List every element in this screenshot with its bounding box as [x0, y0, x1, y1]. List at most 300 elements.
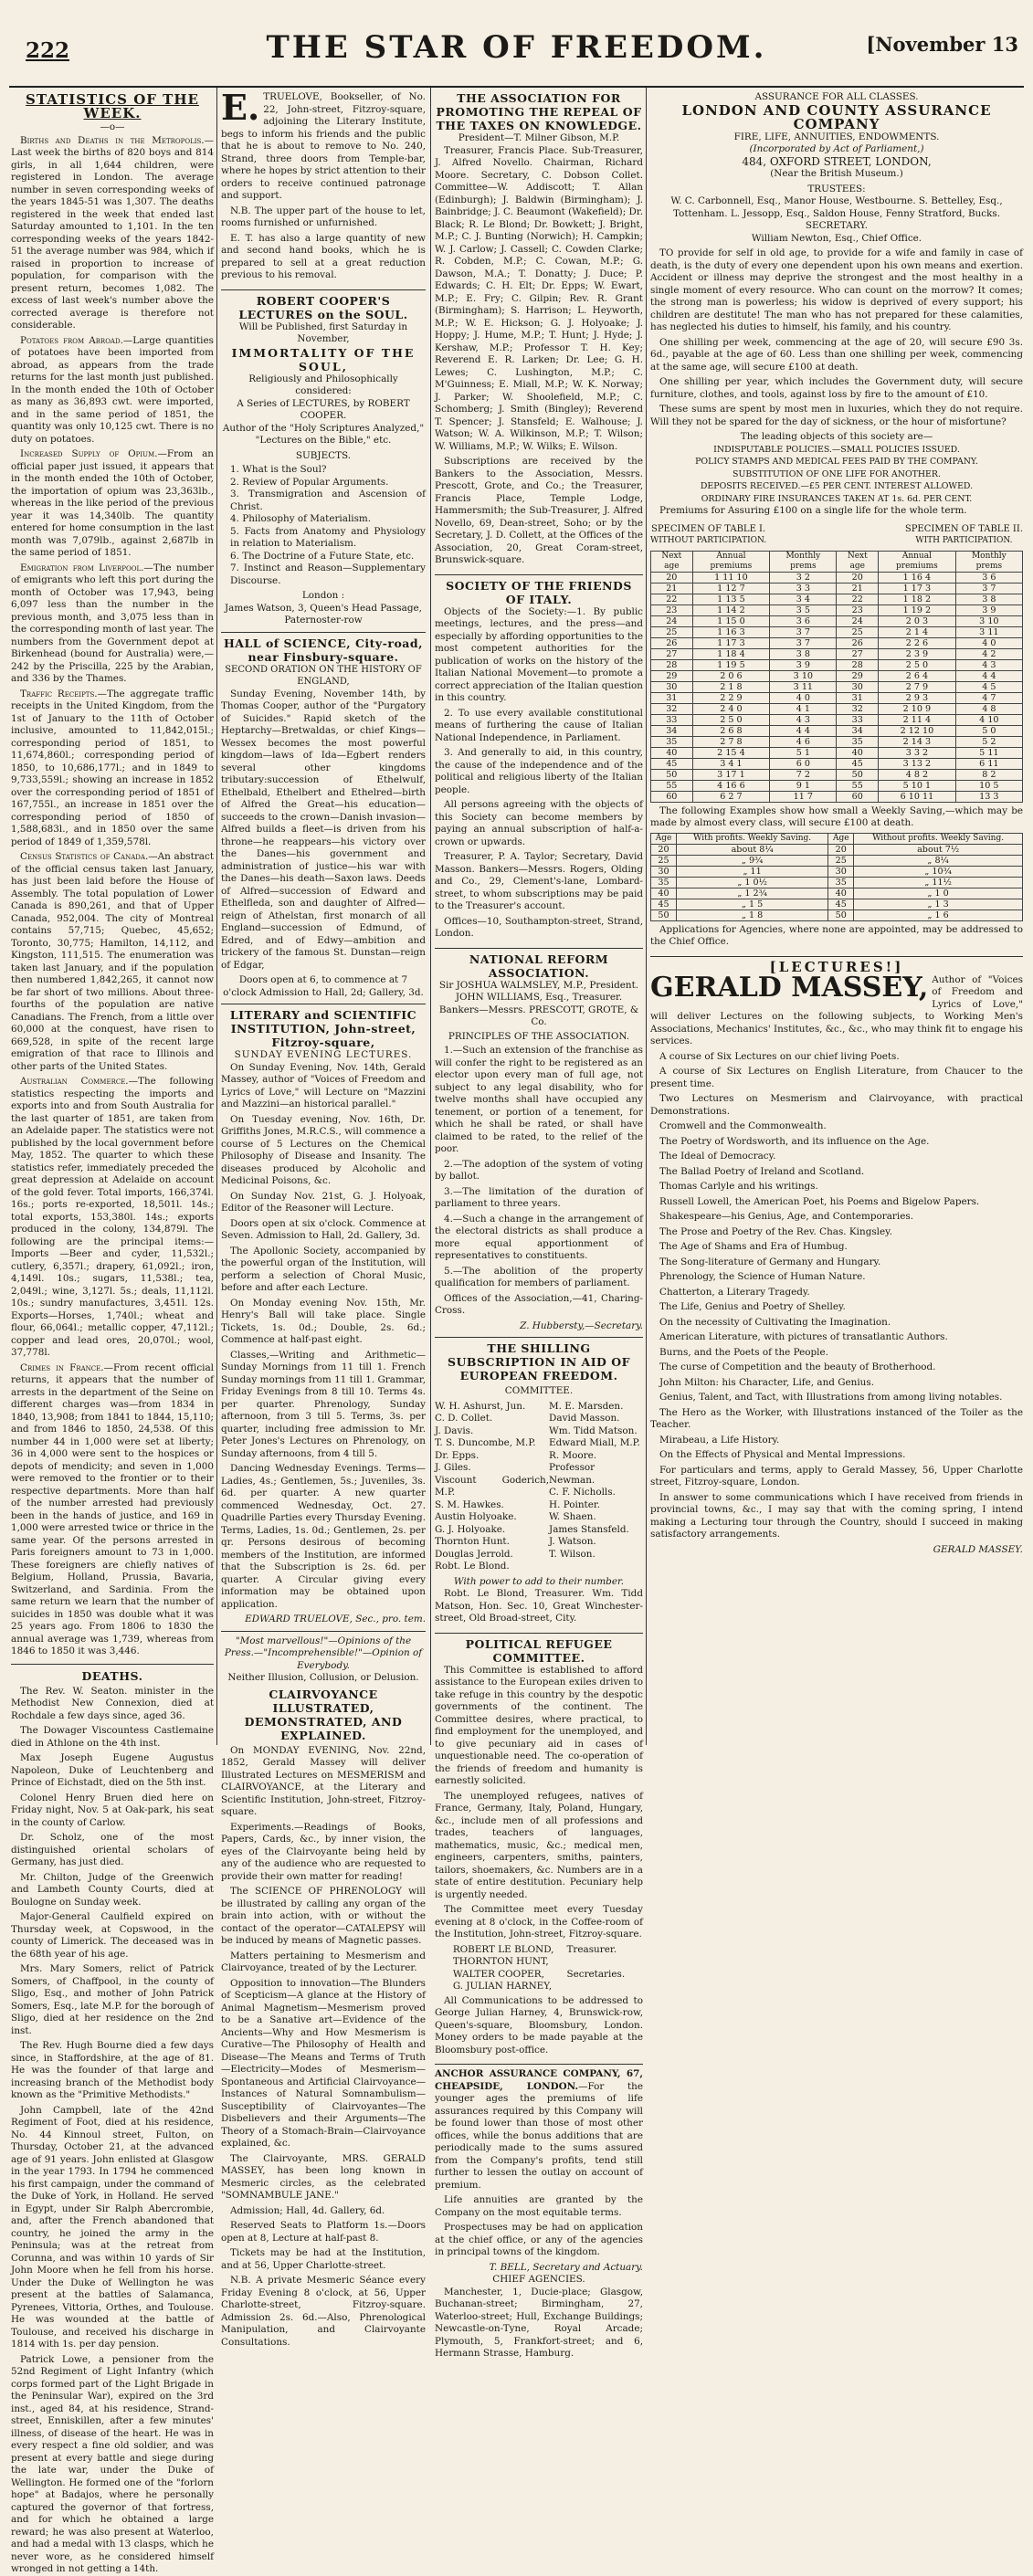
premium-cell: 3 10	[770, 670, 837, 681]
premium-row	[651, 681, 1023, 692]
committee-member: Edward Miall, M.P.	[549, 1437, 640, 1448]
premium-cell: 3 3 2	[879, 747, 956, 758]
committee-columns	[435, 1401, 643, 1573]
lecture-item: American Literature, with pictures of transatlantic Authors.	[659, 1331, 948, 1342]
statistic-title: Increased Supply of Opium.	[20, 448, 158, 459]
premium-cell: 2 15 4	[692, 747, 770, 758]
committee-member: T. Wilson.	[549, 1548, 596, 1560]
premium-table-header	[651, 551, 1023, 572]
premium-cell: 1 15 0	[692, 615, 770, 626]
premium-cell: 4 5	[955, 681, 1022, 692]
saving-cell: „ 8¼	[854, 855, 1023, 866]
saving-row	[651, 844, 1023, 855]
premium-cell: 4 1	[770, 703, 837, 714]
lecture-item: The Age of Shams and Era of Humbug.	[659, 1241, 848, 1252]
lecture-item: The Song-literature of Germany and Hungary.	[659, 1256, 881, 1267]
lecture-item: Cromwell and the Commonwealth.	[659, 1120, 827, 1131]
saving-cell: „ 10¾	[854, 866, 1023, 877]
paragraph: 3. And generally to aid, in this country, the cause of the independence and of the political and religious liberty of the Italian people.	[435, 747, 643, 795]
premium-table-body	[651, 572, 1023, 802]
committee-member: W. Shaen.	[549, 1511, 596, 1522]
premium-row	[651, 637, 1023, 648]
premium-cell: 20	[651, 572, 693, 583]
statistic-body: —From recent official returns, it appears that the number of arrests in the department of the Seine on different charges was—from 1834 in 1840, 13,908; from 1841 to 1844, 15,110; and from 1846 to 1850, 24,538. Of this number 44 in 1,000 were set at liberty; 36 in 4,000 were sent to the hospices or depots of mendicity; and seven in 1,000 were removed to the frontier or to their respective departments. More than half of the number arrested had previously been in the hands of justice, and 169 in 1,000 were arrested twice or thrice in the same year. Of the persons arrested in Paris foreigners amount to 73 in 1,000. These foreigners are chiefly natives of Belgium, Holland, Prussia, Bavaria, Switzerland, and Sardinia. From the same return we learn that the number of suicides in 1850 was double what it was 25 years ago. From 1806 to 1830 the annual average was 1,739, whereas from 1846 to 1850 it was 3,446.	[11, 1362, 214, 1656]
statistic-title: Potatoes from Abroad.	[20, 334, 123, 346]
issue-date: [November 13	[866, 33, 1018, 56]
premium-cell: 4 6	[770, 736, 837, 747]
committee-member: M. E. Marsden.	[549, 1400, 624, 1412]
premium-cell: 4 16 6	[692, 780, 770, 791]
column-3	[435, 88, 644, 2359]
premium-cell: 27	[837, 648, 879, 659]
paragraph: Doors open at six o'clock. Commence at Seven. Admission to Hall, 2d. Gallery, 3d.	[221, 1217, 426, 1241]
premium-cell: 6 10 11	[879, 791, 956, 802]
paragraph: The unemployed refugees, natives of France, Germany, Italy, Poland, Hungary, &c., include men of all professions and trades, teachers of languages, mathematics, music, &c.; medical men, engineers, carpenters, smiths, painters, tailors, shoemakers, &c. Numbers are in a state of entire destitution. Pecuniary help is urgently needed.	[435, 1790, 643, 1900]
paragraph: 4.—Such a change in the arrangement of the electoral districts as shall produce a more equal apportionment of representatives to constituents.	[435, 1213, 643, 1261]
premium-cell: 23	[837, 605, 879, 615]
premium-cell: 1 17 3	[692, 637, 770, 648]
anchor-signature: T. BELL, Secretary and Actuary.	[489, 2261, 643, 2273]
lecture-item: Chatterton, a Literary Tragedy.	[659, 1286, 810, 1298]
premium-cell: 3 10	[955, 615, 1022, 626]
committee-member: J. Watson.	[549, 1536, 596, 1547]
saving-row	[651, 899, 1023, 909]
association-president: President—T. Milner Gibson, M.P.	[458, 132, 620, 143]
saving-table	[650, 833, 1023, 921]
shilling-foot: Robt. Le Blond, Treasurer. Wm. Tidd Matson, Hon. Sec. 10, Great Winchester-street, Old Broad-street, City.	[435, 1588, 643, 1624]
truelove-ad	[221, 88, 426, 290]
premium-cell: 4 3	[955, 659, 1022, 670]
statistic-body: —An abstract of the official census taken last January, has just been laid before the House of Assembly. The total population of Lower Canada is 890,261, and that of Upper Canada, 952,004. The city of Montreal contains 57,715; Quebec, 45,652; Toronto, 30,775; Hamilton, 14,112, and Kingston, 111,515. The enumeration was taken last January, and if the population then numbered 1,842,265, it cannot now be far short of two millions. About three-fourths of the population are native Canadians. The French, from a little over 60,000 at the conquest, have risen to 669,528, in spite of the recent large emigration of that race to Illinois and other parts of the United States.	[11, 851, 214, 1072]
london-line5: (Near the British Museum.)	[770, 168, 903, 179]
saving-cell: about 8¼	[677, 844, 828, 855]
paragraph: The Apollonic Society, accompanied by the powerful organ of the Institution, will perform a selection of Choral Music, before and after each Lecture.	[221, 1245, 426, 1293]
premium-cell: 45	[651, 758, 693, 769]
hall-of-science-ad	[221, 633, 426, 1005]
paragraph: Opposition to innovation—The Blunders of Scepticism—A glance at the History of Animal Magnetism—Mesmerism proved to be a Sanative art—Evidence of the Ancients—Why and How Mesmerism is Curative—The Philosophy of Health and Disease—The Means and Terms of Truth—Electricity—Modes of Mesmerism—Spontaneous and Artificial Clairvoyance—Instances of Natural Somnambulism—Susceptibility of Clairvoyantes—The Disbelievers and their Arguments—The Theory of a Stomach-Brain—Clairvoyance explained, &c.	[221, 1977, 426, 2149]
statistic-body: —The following statistics respecting the imports and exports into and from South Australia for the last quarter of 1851, are taken from an Adelaide paper. The statistics were not published by the local government before May, 1852. The quarter to which these statistics refer, immediately preceded the great depression at Adelaide on account of the gold fever. Total imports, 166,374l. 16s.; ports re-exported, 18,501l. 14s.; total exports, 153,380l. 14s.; exports produced in the colony, 134,879l. The following are the principal items:—Imports —Beer and cyder, 11,532l.; cutlery, 6,357l.; drapery, 61,092l.; iron, 4,149l. 10s.; sugars, 11,538l.; tea, 2,049l.; wine, 3,127l. 5s.; deals, 11,112l. 10s.; sundry manufactures, 3,451l. 12s. Exports—Horses, 1,740l.; wheat and flour, 66,064l.; metallic copper, 47,112l.; copper and lead ores, 20,070l.; wool, 37,778l.	[11, 1076, 215, 1358]
premium-cell: 29	[837, 670, 879, 681]
friends-paragraphs	[435, 606, 643, 941]
refugee-foot: All Communications to be addressed to George Julian Harney, 4, Brunswick-row, Queen's-square, Bloomsbury, London. Money orders to be made payable at the Bloomsbury post-office.	[435, 1994, 643, 2056]
statistic-paragraph	[11, 1076, 214, 1360]
committee-member: H. Pointer.	[549, 1498, 601, 1510]
ornament-rule: —o—	[100, 121, 125, 132]
saving-row	[651, 877, 1023, 888]
premium-cell: 4 0	[955, 637, 1022, 648]
saving-cell: 35	[651, 877, 677, 888]
column-1	[11, 88, 215, 2574]
officer-name: G. JULIAN HARNEY,	[452, 1981, 553, 1992]
truelove-nb2: E. T. has also a large quantity of new and second hand books, which he is prepared to sell at a great reduction previous to his removal.	[221, 232, 426, 280]
saving-cell: „ 9¾	[677, 855, 828, 866]
premium-cell: 28	[837, 659, 879, 670]
saving-cell: 30	[828, 866, 854, 877]
saving-cell: about 7½	[854, 844, 1023, 855]
paragraph: On Sunday Nov. 21st, G. J. Holyoak, Editor of the Reasoner will Lecture.	[221, 1190, 426, 1214]
committee-right	[549, 1401, 643, 1573]
premium-cell: 3 11	[955, 626, 1022, 637]
feature-line: DEPOSITS RECEIVED.—£5 PER CENT. INTEREST ALLOWED.	[700, 481, 974, 491]
premium-cell: 29	[651, 670, 693, 681]
committee-member: Dr. Epps.	[435, 1449, 480, 1461]
cooper-title: ROBERT COOPER'S LECTURES on the SOUL.	[238, 293, 408, 321]
premium-row	[651, 703, 1023, 714]
premium-cell: 1 18 2	[879, 594, 956, 605]
saving-col-header: Without profits. Weekly Saving.	[854, 833, 1023, 844]
saving-cell: 45	[828, 899, 854, 909]
premium-row	[651, 791, 1023, 802]
paragraph: 3.—The limitation of the duration of parliament to three years.	[435, 1185, 643, 1209]
cooper-lectures-ad	[221, 290, 426, 633]
premium-cell: 4 2	[955, 648, 1022, 659]
literary-paragraphs	[221, 1062, 426, 1612]
premium-row	[651, 594, 1023, 605]
saving-cell: 20	[828, 844, 854, 855]
committee-member: J. Davis.	[435, 1425, 474, 1436]
london-features	[650, 444, 1023, 506]
paragraph: The Committee meet every Tuesday evening at 8 o'clock, in the Coffee-room of the Institution, John-street, Fitzroy-square.	[435, 1904, 643, 1940]
premium-cell: 40	[837, 747, 879, 758]
premium-row	[651, 769, 1023, 780]
premium-row	[651, 725, 1023, 736]
premium-row	[651, 659, 1023, 670]
lecture-item: The Life, Genius and Poetry of Shelley.	[659, 1301, 846, 1312]
lectures-lead: GERALD MASSEY,	[650, 971, 929, 1004]
premium-col-header: Next age	[651, 551, 693, 572]
premium-cell: 1 19 5	[692, 659, 770, 670]
drop-cap: E.	[221, 87, 260, 128]
premium-cell: 2 0 3	[879, 615, 956, 626]
death-notice: Patrick Lowe, a pensioner from the 52nd Regiment of Light Infantry (which corps formed part of the Light Brigade in the Peninsular War), expired on the 3rd inst., aged 84, at his residence, Strand-street, Enniskillen, after a few minutes' illness, of disease of the heart. He was in every respect a fine old soldier, and was present at every battle and siege during the late war, under the Duke of Wellington. He formed one of the "forlorn hope" at Badajos, where he personally captured the governor of that fortress, and for which he obtained a large reward; he was also present at Waterloo, and had a medal with 13 clasps, which he never wore, as he considered himself wronged in not getting a 14th.	[11, 2353, 214, 2574]
premium-cell: 25	[837, 626, 879, 637]
premium-row	[651, 780, 1023, 791]
saving-cell: „ 1 2¾	[677, 888, 828, 899]
premium-cell: 30	[651, 681, 693, 692]
premium-cell: 40	[651, 747, 693, 758]
paragraph: 5.—The abolition of the property qualification for members of parliament.	[435, 1265, 643, 1288]
spec-a-sub: WITHOUT PARTICIPATION.	[650, 536, 767, 545]
premium-cell: 26	[651, 637, 693, 648]
cooper-subject: 5. Facts from Anatomy and Physiology in relation to Materialism.	[230, 525, 426, 549]
premium-cell: 20	[837, 572, 879, 583]
premium-cell: 2 7 9	[879, 681, 956, 692]
clairvoyance-ad	[221, 1632, 426, 2357]
truelove-body: TRUELOVE, Bookseller, of No. 22, John-street, Fitzroy-square, adjoining the Literary Institute, begs to inform his friends and the public that he is about to remove to No. 240, Strand, three doors from Temple-bar, where he hopes by strict attention to their orders to receive continued patronage and support.	[221, 91, 426, 201]
lecture-item: A course of Six Lectures on our chief living Poets.	[659, 1050, 900, 1062]
saving-row	[651, 909, 1023, 920]
massey-lectures-ad	[650, 957, 1023, 1561]
lecture-item: On the necessity of Cultivating the Imagination.	[659, 1316, 891, 1328]
lecture-item: A course of Six Lectures on English Literature, from Chaucer to the present time.	[650, 1066, 1023, 1089]
clair-quote1: "Most marvellous!"—Opinions of the Press.—"Incomprehensible!"—Opinion of Everybody.	[224, 1635, 423, 1671]
premium-cell: 9 1	[770, 780, 837, 791]
premium-cell: 3 2	[770, 572, 837, 583]
statistics-list	[11, 135, 214, 1658]
officer-name: WALTER COOPER,	[452, 1968, 544, 1980]
masthead	[0, 27, 1033, 82]
committee-member: David Masson.	[549, 1413, 620, 1424]
clair-title: CLAIRVOYANCE ILLUSTRATED, DEMONSTRATED, AND EXPLAINED.	[244, 1687, 403, 1742]
paragraph: One shilling per week, commencing at the age of 20, will secure £90 3s. 6d., payable at the age of 60. Less than one shilling per week, commencing at the same age, will secure £100 at death.	[650, 336, 1023, 373]
death-notice: Mr. Chilton, Judge of the Greenwich and Lambeth County Courts, died at Boulogne on Sunday week.	[11, 1871, 214, 1908]
paragraph: Experiments.—Readings of Books, Papers, Cards, &c., by inner vision, the eyes of the Clairvoyante being held by any of the audience who are requested to provide their own matter for reading!	[221, 1821, 426, 1882]
paragraph: Offices of the Association,—41, Charing-Cross.	[435, 1292, 643, 1316]
anchor-p2: Life annuities are granted by the Company on the most equitable terms.	[435, 2194, 643, 2218]
premium-cell: 3 3	[770, 583, 837, 594]
premium-cell: 4 4	[770, 725, 837, 736]
committee-member: S. M. Hawkes.	[435, 1498, 504, 1510]
london-paragraphs	[650, 247, 1023, 428]
lecture-item: Genius, Talent, and Tact, with Illustrations from among living notables.	[659, 1392, 1003, 1403]
lecture-item: The Ideal of Democracy.	[659, 1151, 776, 1162]
premium-row	[651, 670, 1023, 681]
literary-title: LITERARY and SCIENTIFIC INSTITUTION, John-street, Fitzroy-square,	[229, 1008, 417, 1049]
death-notice: John Campbell, late of the 42nd Regiment of Foot, died at his residence, No. 44 Kinnoul street, Fulton, on Thursday, October 21, at the advanced age of 91 years. John enlisted at Glasgow in the year 1793. In 1794 he commenced his first campaign, under the command of the Duke of York, in Holland. He served in Egypt, under Sir Ralph Abercrombie, and, after the French abandoned that country, he joined the army in the Peninsula; was at the retreat from Corunna, and was within 10 yards of Sir John Moore when he fell from his horse. Under the Duke of Wellington he was present at the battles of Salamanca, Pyrenees, Vittoria, Orthes, and Toulouse. He was wounded at the battle of Toulouse, and received his discharge in 1814 with 1s. per day pension.	[11, 2104, 214, 2350]
anchor-agencies-heading: CHIEF AGENCIES.	[492, 2274, 585, 2285]
london-line3: (Incorporated by Act of Parliament,)	[749, 143, 924, 154]
hall-body: Sunday Evening, November 14th, by Thomas Cooper, author of the "Purgatory of Suicides." Rapid sketch of the Heptarchy—Bretwaldas, or chief Kings—Wessex becomes the most powerful kingdom—laws of Ida—Egbert renders several other kingdoms tributary:succession of Ethelwulf, Ethelbald, Ethelbert and Ethelred—birth of Alfred the Great—his education—succeeds to the crown—Danish invasion—Alfred builds a fleet—is driven from his throne—he reappears—his victory over the Danes—his government and administration of justice—his war with the Danes—his death—Saxon laws. Deeds of Alfred—succession of Edward and Ethelfleda, son and daughter of Alfred—reign of Athelstan, first monarch of all England—succession of Edmund, of Edred, and of Edwy—ambition and trickery of the famous St. Dunstan—reign of Edgar,	[221, 688, 426, 971]
premium-cell: 45	[837, 758, 879, 769]
premiums-text: Premiums for Assuring £100 on a single life for the whole term.	[659, 505, 967, 516]
premium-row	[651, 605, 1023, 615]
spec-a: SPECIMEN OF TABLE I.	[650, 523, 766, 534]
committee-member: G. J. Holyoake.	[435, 1523, 506, 1535]
lecture-item: On the Effects of Physical and Mental Impressions.	[659, 1449, 906, 1460]
feature-line: SUBSTITUTION OF ONE LIFE FOR ANOTHER.	[733, 468, 941, 479]
lecture-item: Mirabeau, a Life History.	[659, 1434, 780, 1446]
premium-cell: 2 14 3	[879, 736, 956, 747]
premium-cell: 3 7	[955, 583, 1022, 594]
saving-cell: „ 1 8	[677, 909, 828, 920]
premium-cell: 4 7	[955, 692, 1022, 703]
saving-col-header: Age	[651, 833, 677, 844]
paragraph: Dancing Wednesday Evenings. Terms—Ladies, 4s.; Gentlemen, 5s.; Juveniles, 3s. 6d. per quarter. A new quarter commenced Wednesday, Oct. 27. Quadrille Parties every Thursday Evening. Terms, Ladies, 1s. 0d.; Gentlemen, 2s. per qr. Persons desirous of becoming members of the Institution, are informed that the Subscription is 2s. 6d. per quarter. A Circular giving every information may be obtained upon application.	[221, 1463, 426, 1610]
shilling-subscription-ad	[435, 1338, 643, 1634]
refugee-committee-ad	[435, 1634, 643, 2066]
paragraph: N.B. A private Mesmeric Séance every Friday Evening 8 o'clock, at 56, Upper Charlotte-street, Fitzroy-square. Admission 2s. 6d.—Also, Phrenological Manipulation, and Clairvoyante Consultations.	[221, 2275, 426, 2348]
clair-paragraphs	[221, 1745, 426, 2350]
paragraph: On Monday evening Nov. 15th, Mr. Henry's Ball will take place. Single Tickets, 1s. 0d.; Double, 2s. 6d.; Commence at half-past eight.	[221, 1297, 426, 1345]
lectures-signature: GERALD MASSEY.	[933, 1543, 1023, 1555]
statistic-body: —Last week the births of 820 boys and 814 girls, in all 1,644 children, were registered in London. The average number in seven corresponding weeks of the years 1845-51 was 1,307. The deaths registered in the week that ended last Saturday amounted to 1,101. In the ten corresponding weeks of the years 1842-51 the average number was 984, which if raised in proportion to increase of population, for comparison with the present return, becomes 1,082. The excess of last week's number above the corrected average is therefore not considerable.	[11, 134, 214, 331]
refugee-paragraphs	[435, 1665, 643, 1941]
saving-cell: 30	[651, 866, 677, 877]
premium-cell: 25	[651, 626, 693, 637]
statistic-paragraph	[11, 135, 214, 332]
premium-cell: 3 8	[955, 594, 1022, 605]
premium-cell: 22	[651, 594, 693, 605]
saving-cell: 25	[651, 855, 677, 866]
refugee-roles	[566, 1944, 625, 1993]
premium-cell: 3 11	[770, 681, 837, 692]
saving-cell: 35	[828, 877, 854, 888]
premium-cell: 2 12 10	[879, 725, 956, 736]
premium-col-header: Annual premiums	[879, 551, 956, 572]
premium-cell: 34	[837, 725, 879, 736]
london-line2: FIRE, LIFE, ANNUITIES, ENDOWMENTS.	[733, 131, 940, 142]
lecture-item: John Milton: his Character, Life, and Genius.	[659, 1376, 875, 1388]
premium-cell: 13 3	[955, 791, 1022, 802]
paragraph: 2. To use every available constitutional means of furthering the cause of Italian National Independence, in Parliament.	[435, 707, 643, 743]
premium-cell: 2 2 9	[692, 692, 770, 703]
reform-principles: PRINCIPLES OF THE ASSOCIATION.	[448, 1030, 630, 1042]
saving-cell: „ 1 3	[854, 899, 1023, 909]
premium-cell: 2 7 8	[692, 736, 770, 747]
premium-cell: 2 0 6	[692, 670, 770, 681]
premium-cell: 35	[837, 736, 879, 747]
cooper-line3: Religiously and Philosophically considered:	[248, 373, 398, 396]
premium-cell: 3 5	[770, 605, 837, 615]
premium-cell: 26	[837, 637, 879, 648]
premium-col-header: Monthly prems	[955, 551, 1022, 572]
reform-treasurer: JOHN WILLIAMS, Esq., Treasurer.	[455, 992, 623, 1003]
premium-cell: 3 6	[955, 572, 1022, 583]
premium-cell: 2 11 4	[879, 714, 956, 725]
saving-cell: „ 1 0	[854, 888, 1023, 899]
premium-cell: 3 17 1	[692, 769, 770, 780]
anchor-title: ANCHOR ASSURANCE COMPANY, 67, CHEAPSIDE, LONDON.	[435, 2068, 643, 2092]
committee-member: R. Moore.	[549, 1449, 597, 1461]
premium-cell: 3 7	[770, 626, 837, 637]
truelove-nb1: N.B. The upper part of the house to let, rooms furnished or unfurnished.	[221, 205, 426, 228]
lectures-answer: In answer to some communications which I have received from friends in provincial towns, &c., I may say that with the coming spring, I intend making a Lecturing tour through the Country, should I succeed in making satisfactory arrangements.	[650, 1491, 1023, 1540]
premium-cell: 22	[837, 594, 879, 605]
statistic-body: —Large quantities of potatoes have been imported from abroad, as appears from the trade returns for the last month just published. In the month ended the 10th of October as many as 36,893 cwt. were imported, and in the same period of 1851, the quantity was only 10,125 cwt. There is no duty on potatoes.	[11, 334, 214, 445]
premium-cell: 6 11	[955, 758, 1022, 769]
spec-b-sub: WITH PARTICIPATION.	[915, 536, 1013, 545]
premium-cell: 4 8	[955, 703, 1022, 714]
saving-cell: 40	[651, 888, 677, 899]
column-rule	[216, 88, 217, 1745]
premium-row	[651, 615, 1023, 626]
premium-cell: 5 10 1	[879, 780, 956, 791]
premium-row	[651, 736, 1023, 747]
premium-cell: 2 6 4	[879, 670, 956, 681]
premium-cell: 3 4 1	[692, 758, 770, 769]
cooper-subject: 2. Review of Popular Arguments.	[230, 476, 389, 488]
statistic-paragraph	[11, 448, 214, 560]
shilling-title: THE SHILLING SUBSCRIPTION IN AID OF EUROPEAN FREEDOM.	[447, 1341, 631, 1383]
spec-b: SPECIMEN OF TABLE II.	[904, 523, 1023, 534]
death-notice: Mrs. Mary Somers, relict of Patrick Somers, of Chaffpool, in the county of Sligo, Esq., and mother of John Patrick Somers, Esq., late M.P. for the borough of Sligo, died at her residence on the 2nd inst.	[11, 1963, 214, 2036]
lecture-item: The curse of Competition and the beauty of Brotherhood.	[659, 1362, 936, 1372]
saving-cell: „ 1 5	[677, 899, 828, 909]
national-reform-ad	[435, 949, 643, 1339]
committee-member: Wm. Tidd Matson.	[549, 1425, 638, 1436]
refugee-names	[453, 1944, 554, 1993]
paragraph: On MONDAY EVENING, Nov. 22nd, 1852, Gerald Massey will deliver Illustrated Lectures on MESMERISM and CLAIRVOYANCE, at the Literary and Scientific Institution, John-street, Fitzroy-square.	[221, 1744, 426, 1817]
premium-cell: 3 7	[770, 637, 837, 648]
shilling-committee: COMMITTEE.	[504, 1385, 574, 1396]
premium-cell: 2 1 4	[879, 626, 956, 637]
agents-text: Applications for Agencies, where none are appointed, may be addressed to the Chief Office.	[650, 923, 1023, 947]
premium-table	[650, 551, 1023, 803]
premium-cell: 4 8 2	[879, 769, 956, 780]
officer-name: ROBERT LE BLOND,	[452, 1943, 554, 1955]
paragraph: The Clairvoyante, MRS. GERALD MASSEY, has been long known in Mesmeric circles, as the celebrated "SOMNAMBULE JANE."	[221, 2152, 426, 2201]
association-title: THE ASSOCIATION FOR PROMOTING THE REPEAL OF THE TAXES ON KNOWLEDGE.	[436, 91, 642, 132]
committee-member: Robt. Le Blond.	[435, 1561, 510, 1572]
premium-cell: 1 13 5	[692, 594, 770, 605]
paragraph: Admission; Hall, 4d. Gallery, 6d.	[230, 2204, 385, 2216]
premium-col-header: Annual premiums	[692, 551, 770, 572]
premium-cell: 1 17 3	[879, 583, 956, 594]
cooper-subject: 6. The Doctrine of a Future State, etc.	[230, 550, 415, 562]
saving-row	[651, 866, 1023, 877]
saving-table-header	[651, 833, 1023, 844]
paragraph: 1.—Such an extension of the franchise as will confer the right to be registered as an elector upon every man of full age, not subject to any legal disability, who for twelve months shall have occupied any tenement, or portion of a tenement, for which he shall be rated, or shall have claimed to be rated, to the relief of the poor.	[435, 1045, 643, 1154]
premium-cell: 8 2	[955, 769, 1022, 780]
friends-title: SOCIETY OF THE FRIENDS OF ITALY.	[446, 578, 632, 606]
premium-row	[651, 648, 1023, 659]
lecture-item: The Hero as the Worker, with Illustrations instanced of the Toiler as the Teacher.	[650, 1406, 1023, 1430]
statistic-paragraph	[11, 851, 214, 1073]
cooper-subject: 7. Instinct and Reason—Supplementary Discourse.	[230, 563, 426, 586]
paragraph: 2.—The adoption of the system of voting by ballot.	[435, 1158, 643, 1182]
premium-row	[651, 626, 1023, 637]
column-2	[221, 87, 426, 2348]
paragraph: Matters pertaining to Mesmerism and Clairvoyance, treated of by the Lecturer.	[221, 1950, 426, 1973]
trustees-heading: TRUSTEES:	[807, 183, 866, 195]
committee-member: Professor Newman.	[549, 1462, 596, 1486]
premium-cell: 2 3 9	[879, 648, 956, 659]
saving-row	[651, 888, 1023, 899]
taxes-on-knowledge-ad	[435, 88, 643, 575]
lecture-item: The Ballad Poetry of Ireland and Scotland.	[659, 1165, 865, 1177]
premium-cell: 4 0	[770, 692, 837, 703]
premium-cell: 35	[651, 736, 693, 747]
lecture-item: The Poetry of Wordsworth, and its influence on the Age.	[659, 1135, 930, 1147]
cooper-line1: Will be Published, first Saturday in November,	[238, 321, 408, 344]
premium-row	[651, 747, 1023, 758]
paragraph: Reserved Seats to Platform 1s.—Doors open at 8, Lecture at half-past 8.	[221, 2220, 426, 2244]
paragraph: On Sunday Evening, Nov. 14th, Gerald Massey, author of "Voices of Freedom and Lyrics of Love," will Lecture on "Mazzini and Mazzini—an historical parallel."	[221, 1061, 426, 1109]
lectures-terms: For particulars and terms, apply to Gerald Massey, 56, Upper Charlotte street, Fitzroy-square, London.	[650, 1464, 1023, 1488]
committee-member: W. H. Ashurst, Jun.	[435, 1400, 526, 1412]
statistic-title: Births and Deaths in the Metropolis.	[20, 134, 205, 146]
premium-row	[651, 572, 1023, 583]
refugee-officers	[435, 1944, 643, 1993]
premium-cell: 2 6 8	[692, 725, 770, 736]
london-line4: 484, OXFORD STREET, LONDON,	[742, 154, 932, 168]
premium-cell: 2 2 6	[879, 637, 956, 648]
saving-cell: „ 11½	[854, 877, 1023, 888]
statistic-body: —From an official paper just issued, it appears that in the month ended the 10th of October, the importation of opium was 23,363lb., whereas in the like period of the previous year it was 14,340lb. The quantity entered for home consumption in the last month was 7,079lb., against 2,687lb in the same period of 1851.	[11, 448, 214, 558]
premium-cell: 5 2	[955, 736, 1022, 747]
statistic-paragraph	[11, 1362, 214, 1658]
paragraph: Classes,—Writing and Arithmetic—Sunday Mornings from 11 till 1. French Sunday mornings from 11 till 1. Grammar, Friday Evenings from 8 till 10. Terms 4s. per quarter. Phrenology, Sunday afternoon, from 3 till 5. Terms, 3s. per quarter, including free admission to Mr. Peter Jones's Lectures on Phrenology, on Sunday afternoons, from 4 till 5.	[221, 1349, 426, 1459]
role-secretaries: Secretaries.	[566, 1969, 626, 1980]
paragraph: Tickets may be had at the Institution, and at 56, Upper Charlotte-street.	[221, 2247, 426, 2271]
premium-cell: 32	[651, 703, 693, 714]
committee-left	[435, 1401, 549, 1573]
cooper-place: London :	[301, 590, 345, 601]
premium-row	[651, 583, 1023, 594]
premium-cell: 1 12 7	[692, 583, 770, 594]
secretary: William Newton, Esq., Chief Office.	[751, 232, 922, 244]
lecture-item: Thomas Carlyle and his writings.	[659, 1181, 818, 1192]
hall-sub: SECOND ORATION ON THE HISTORY OF ENGLAND,	[225, 664, 422, 687]
cooper-subject: 1. What is the Soul?	[230, 464, 327, 475]
death-notice: The Rev. Hugh Bourne died a few days since, in Staffordshire, at the age of 81. He was the founder of that large and increasing branch of the Methodist body known as the "Primitive Methodists."	[11, 2040, 214, 2100]
committee-member: T. S. Duncombe, M.P.	[435, 1437, 536, 1448]
death-notice: The Dowager Viscountess Castlemaine died in Athlone on the 4th inst.	[11, 1725, 214, 1749]
saving-cell: 20	[651, 844, 677, 855]
literary-signature: EDWARD TRUELOVE, Sec., pro. tem.	[245, 1614, 426, 1624]
premium-cell: 34	[651, 725, 693, 736]
premium-cell: 4 3	[770, 714, 837, 725]
